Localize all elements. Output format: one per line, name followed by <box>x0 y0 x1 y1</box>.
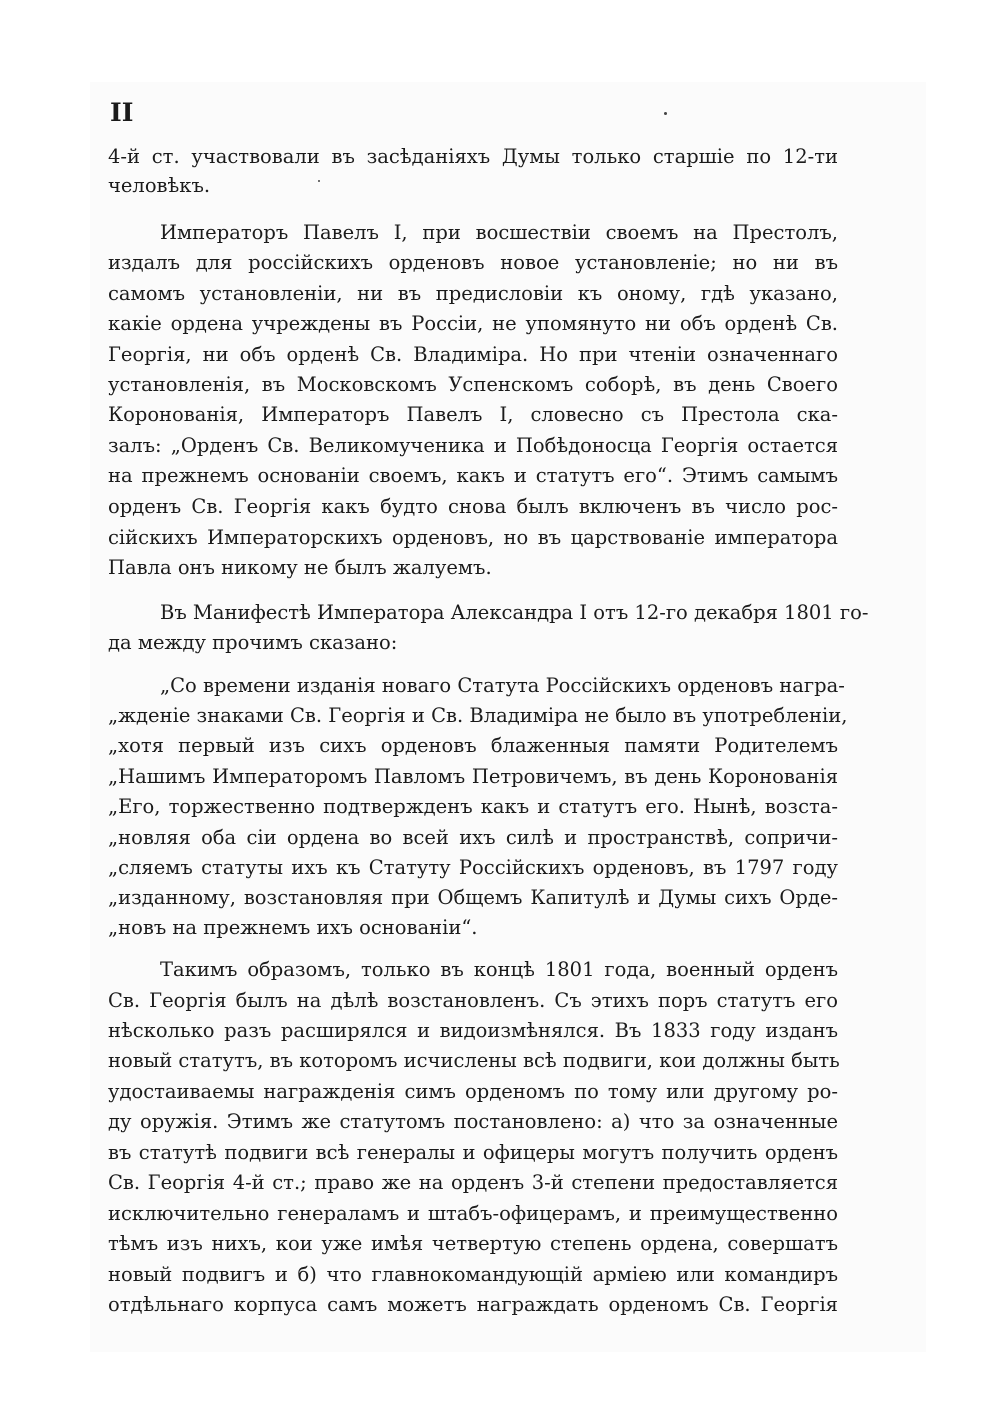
quote-line: „Нашимъ Императоромъ Павломъ Петровичемъ, въ день Коронованія <box>108 765 838 788</box>
text-line: Георгія, ни объ орденѣ Св. Владиміра. Но при чтеніи означеннаго <box>108 343 838 366</box>
text-line: да между прочимъ сказано: <box>108 631 398 654</box>
text-line: Св. Георгія 4-й ст.; право же на орденъ 3-й степени предоставляется <box>108 1171 838 1194</box>
text-line: самомъ установленіи, ни въ предисловіи къ оному, гдѣ указано, <box>108 282 838 305</box>
quote-line: „новляя оба сіи ордена во всей ихъ силѣ и пространствѣ, сопричи- <box>108 826 838 849</box>
text-line: Такимъ образомъ, только въ концѣ 1801 года, военный орденъ <box>160 958 838 981</box>
quote-line: „изданному, возстановляя при Общемъ Капитулѣ и Думы сихъ Орде- <box>108 886 838 909</box>
text-line: Св. Георгія былъ на дѣлѣ возстановленъ. Съ этихъ поръ статутъ его <box>108 989 838 1012</box>
text-line: человѣкъ. <box>108 174 211 197</box>
text-line: тѣмъ изъ нихъ, кои уже имѣя четвертую степень ордена, совершатъ <box>108 1232 838 1255</box>
page-number: II <box>110 98 134 127</box>
text-line: какіе ордена учреждены въ Россіи, не упомянуто ни объ орденѣ Св. <box>108 312 838 335</box>
quote-line: „сляемъ статуты ихъ къ Статуту Россійскихъ орденовъ, въ 1797 году <box>108 856 838 879</box>
quote-line: „Со времени изданія новаго Статута Россійскихъ орденовъ награ- <box>160 674 845 697</box>
text-line: установленія, въ Московскомъ Успенскомъ соборѣ, въ день Своего <box>108 373 838 396</box>
text-line: отдѣльнаго корпуса самъ можетъ награждать орденомъ Св. Георгія <box>108 1293 838 1316</box>
text-line: Въ Манифестѣ Императора Александра I отъ 12-го декабря 1801 го- <box>160 601 869 624</box>
quote-line: „жденіе знаками Св. Георгія и Св. Владиміра не было въ употребленіи, <box>108 704 848 727</box>
text-line: исключительно генераламъ и штабъ-офицерамъ, и преимущественно <box>108 1202 838 1225</box>
text-line: залъ: „Орденъ Св. Великомученика и Побѣдоносца Георгія остается <box>108 434 838 457</box>
text-line: новый подвигъ и б) что главнокомандующій арміею или командиръ <box>108 1263 838 1286</box>
text-line: ду оружія. Этимъ же статутомъ постановлено: а) что за означенные <box>108 1110 838 1133</box>
text-line: удостаиваемы награжденія симъ орденомъ по тому или другому ро- <box>108 1080 838 1103</box>
text-line: Императоръ Павелъ I, при восшествіи своемъ на Престолъ, <box>160 221 838 244</box>
text-line: Коронованія, Императоръ Павелъ I, словесно съ Престола ска- <box>108 403 838 426</box>
text-line: новый статутъ, въ которомъ исчислены всѣ подвиги, кои должны быть <box>108 1049 840 1072</box>
quote-line: „новъ на прежнемъ ихъ основаніи“. <box>108 916 478 939</box>
quote-line: „Его, торжественно подтвержденъ какъ и статутъ его. Нынѣ, возста- <box>108 795 838 818</box>
quote-line: „хотя первый изъ сихъ орденовъ блаженныя памяти Родителемъ <box>108 734 838 757</box>
text-line: на прежнемъ основаніи своемъ, какъ и статутъ его“. Этимъ самымъ <box>108 464 838 487</box>
text-line: 4-й ст. участвовали въ засѣданіяхъ Думы только старшіе по 12-ти <box>108 145 838 168</box>
text-line: орденъ Св. Георгія какъ будто снова былъ включенъ въ число рос- <box>108 495 838 518</box>
text-line: въ статутѣ подвиги всѣ генералы и офицеры могутъ получить орденъ <box>108 1141 838 1164</box>
text-line: издалъ для россійскихъ орденовъ новое установленіе; но ни въ <box>108 251 838 274</box>
text-line: Павла онъ никому не былъ жалуемъ. <box>108 556 492 579</box>
text-line: нѣсколько разъ расширялся и видоизмѣнялся. Въ 1833 году изданъ <box>108 1019 838 1042</box>
print-speck <box>664 112 667 115</box>
text-line: сійскихъ Императорскихъ орденовъ, но въ царствованіе императора <box>108 526 838 549</box>
